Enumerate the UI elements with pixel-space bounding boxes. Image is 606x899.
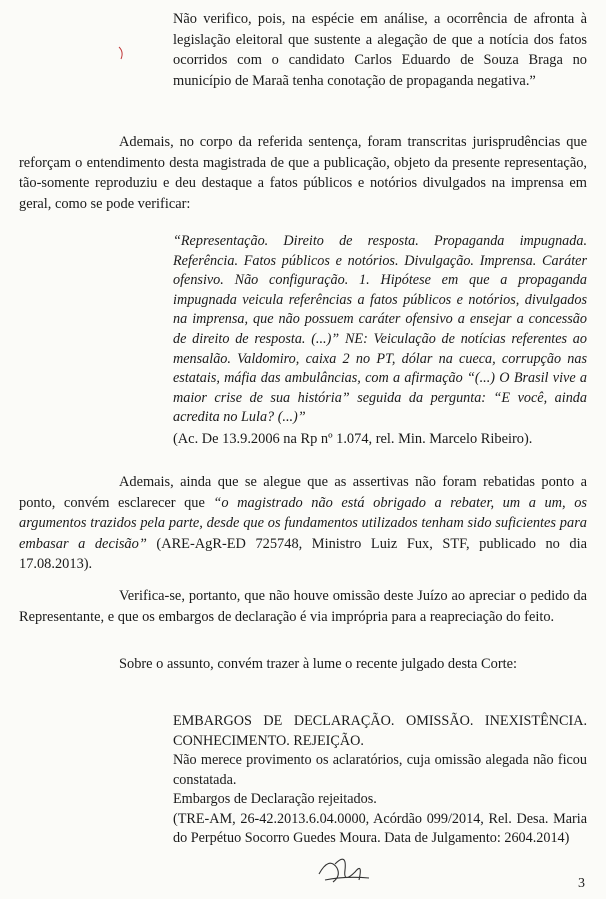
para1-paragraph: Ademais, no corpo da referida sentença, foram transcritas jurisprudências que reforçam o entendimento desta magistrada de que a publicação, objeto da presente representação, tão-somente reproduziu e deu destaque a fatos públicos e notórios divulgados na imprensa em geral, como se pode verificar:	[19, 134, 587, 212]
signature-initials-icon	[315, 848, 375, 888]
para2-quoted: “o magistrado não está obrigado a rebater, um a um, os argumentos trazidos pela parte, desde que os fundamentos utilizados tenham sido suficientes para embasar a decisão”	[19, 494, 587, 552]
ementa-line2: Embargos de Declaração rejeitados.	[173, 791, 377, 807]
para3-paragraph: Verifica-se, portanto, que não houve omissão deste Juízo ao apreciar o pedido da Representante, e que os embargos de declaração é via imprópria para a reapreciação do feito.	[19, 588, 587, 625]
para4-paragraph: Sobre o assunto, convém trazer à lume o recente julgado desta Corte:	[119, 656, 518, 672]
margin-mark-icon	[118, 46, 126, 60]
ementa-block	[173, 712, 587, 849]
jurisprudence-citation: (Ac. De 13.9.2006 na Rp nº 1.074, rel. Min. Marcelo Ribeiro).	[173, 431, 533, 447]
para2-paragraph	[19, 472, 587, 575]
para2-tail: (ARE-AgR-ED 725748, Ministro Luiz Fux, STF, publicado no dia 17.08.2013).	[19, 535, 588, 573]
page-number: 3	[578, 876, 585, 891]
ementa-citation: (TRE-AM, 26-42.2013.6.04.0000, Acórdão 099/2014, Rel. Desa. Maria do Perpétuo Socorro Guedes Moura. Data de Julgamento: 2604.2014)	[173, 810, 587, 846]
ementa-line1: Não merece provimento os aclaratórios, cuja omissão alegada não ficou constatada.	[173, 752, 587, 788]
jurisprudence-quote	[173, 232, 587, 428]
para2-lead: Ademais, ainda que se alegue que as assertivas não foram rebatidas ponto a ponto, convém esclarecer que	[19, 474, 587, 511]
jurisprudence-quote-text: “Representação. Direito de resposta. Propaganda impugnada. Referência. Fatos públicos e notórios. Divulgação. Imprensa. Caráter ofensivo. Não configuração. 1. Hipótese em que a propaganda impugnada veicula referências a fatos públicos e notórios, divulgados na imprensa, que não possuem caráter ofensivo a ensejar a concessão de direito de resposta. (...)” NE: Veiculação de notícias referentes ao mensalão. Valdomiro, caixa 2 no PT, dólar na cueca, corrupção nas estatais, máfia das ambulâncias, com a afirmação “(...) O Brasil vive a maior crise de sua história” seguida da pergunta: “E você, ainda acredita no Lula? (...)”	[173, 233, 587, 426]
ementa-heading: EMBARGOS DE DECLARAÇÃO. OMISSÃO. INEXISTÊNCIA. CONHECIMENTO. REJEIÇÃO.	[173, 713, 587, 749]
quote1-paragraph: Não verifico, pois, na espécie em análise, a ocorrência de afronta à legislação eleitoral que sustente a alegação de que a notícia dos fatos ocorridos com o candidato Carlos Eduardo de Souza Braga no município de Maraã tenha conotação de propaganda negativa.”	[173, 11, 587, 89]
